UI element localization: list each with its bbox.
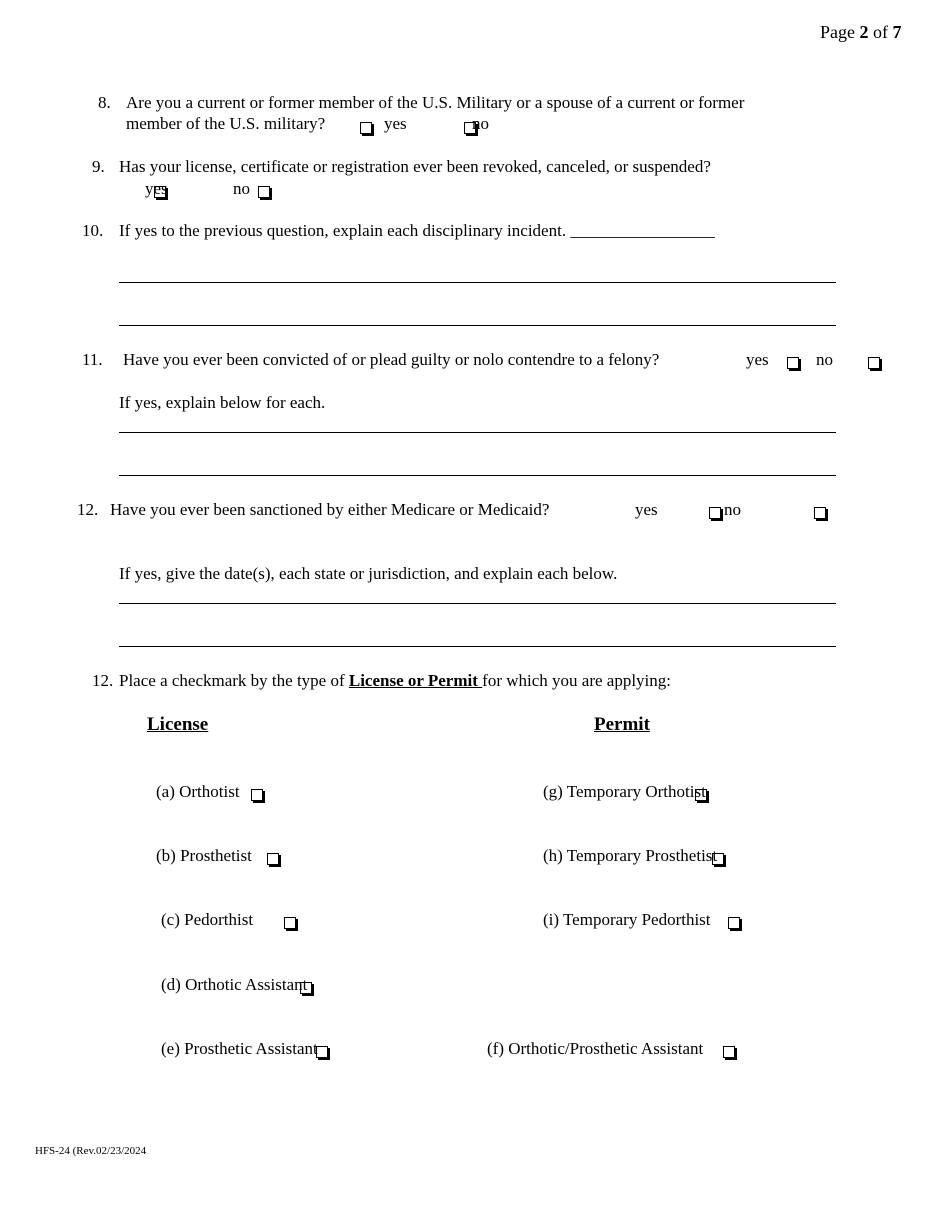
q8-line2 (126, 115, 325, 132)
license-header: License (147, 714, 209, 735)
q8-number: 8. (98, 93, 111, 112)
license-prosthetist-checkbox[interactable] (267, 853, 279, 865)
permit-temp-pedorthist-label: (i) Temporary Pedorthist (543, 910, 711, 929)
q12a-followup: If yes, give the date(s), each state or jurisdiction, and explain each below. (119, 564, 618, 583)
page-number (820, 23, 902, 41)
q9-text: Has your license, certificate or registration ever been revoked, canceled, or suspended? (119, 157, 711, 176)
permit-temp-orthotist-label: (g) Temporary Orthotist (543, 782, 706, 801)
q12b-text-emphasis: License or Permit (348, 671, 483, 690)
q9-no-label: no (233, 179, 250, 198)
q10-number: 10. (82, 221, 104, 240)
q12a-answer-line-2[interactable] (119, 646, 836, 647)
q8-no-label: no (472, 114, 489, 133)
q11-answer-line-2[interactable] (119, 475, 836, 476)
q12a-no-label: no (724, 500, 741, 519)
permit-header: Permit (594, 714, 650, 735)
orthotic-prosthetic-assistant-label: (f) Orthotic/Prosthetic Assistant (487, 1039, 704, 1058)
q11-number: 11. (82, 350, 103, 369)
license-orthotist-label: (a) Orthotist (156, 782, 240, 801)
form-id: HFS-24 (Rev.02/23/2024 (35, 1145, 147, 1157)
license-orthotist-checkbox[interactable] (251, 789, 263, 801)
q8-text-line2: member of the U.S. military? (126, 114, 326, 133)
q11-yes-checkbox[interactable] (787, 357, 799, 369)
q11-followup: If yes, explain below for each. (119, 393, 326, 412)
q10-text (119, 222, 715, 239)
permit-temp-pedorthist-checkbox[interactable] (728, 917, 740, 929)
q11-answer-line-1[interactable] (119, 432, 836, 433)
page-prefix: Page (820, 22, 860, 42)
q8-text-line1: Are you a current or former member of the U.S. Military or a spouse of a current or former (126, 93, 745, 112)
license-prosthetist-label: (b) Prosthetist (156, 846, 252, 865)
q9-number: 9. (92, 157, 105, 176)
q9-yes-label: yes (145, 179, 168, 198)
q8-yes-checkbox[interactable] (360, 122, 372, 134)
license-orthotic-assistant-label: (d) Orthotic Assistant (161, 975, 308, 994)
license-prosthetic-assistant-label: (e) Prosthetic Assistant (161, 1039, 318, 1058)
q11-no-label: no (816, 350, 833, 369)
q12a-yes-checkbox[interactable] (709, 507, 721, 519)
q10-question: If yes to the previous question, explain each disciplinary incident. (119, 221, 567, 240)
q11-no-checkbox[interactable] (868, 357, 880, 369)
q11-text: Have you ever been convicted of or plead guilty or nolo contendre to a felony? (123, 350, 660, 369)
q10-answer-line-1[interactable] (119, 282, 836, 283)
q9-no-checkbox[interactable] (258, 186, 270, 198)
permit-temp-prosthetist-label: (h) Temporary Prosthetist (543, 846, 718, 865)
q10-answer-line-2[interactable] (119, 325, 836, 326)
orthotic-prosthetic-assistant-checkbox[interactable] (723, 1046, 735, 1058)
q11-yes-label: yes (746, 350, 769, 369)
q12b-number: 12. (92, 671, 114, 690)
page-of: of (868, 22, 893, 42)
q8-yes-label: yes (384, 114, 407, 133)
page-total: 7 (892, 22, 902, 42)
license-pedorthist-label: (c) Pedorthist (161, 910, 254, 929)
q12b-text-after: for which you are applying: (482, 671, 671, 690)
q12a-number: 12. (77, 500, 99, 519)
q12b-text (119, 672, 671, 689)
q12b-text-before: Place a checkmark by the type of (119, 671, 349, 690)
license-pedorthist-checkbox[interactable] (284, 917, 296, 929)
q12a-text: Have you ever been sanctioned by either Medicare or Medicaid? (110, 500, 550, 519)
q12a-answer-line-1[interactable] (119, 603, 836, 604)
q10-blank[interactable]: _________________ (570, 221, 715, 240)
q12a-yes-label: yes (635, 500, 658, 519)
page-current: 2 (859, 22, 869, 42)
q12a-no-checkbox[interactable] (814, 507, 826, 519)
